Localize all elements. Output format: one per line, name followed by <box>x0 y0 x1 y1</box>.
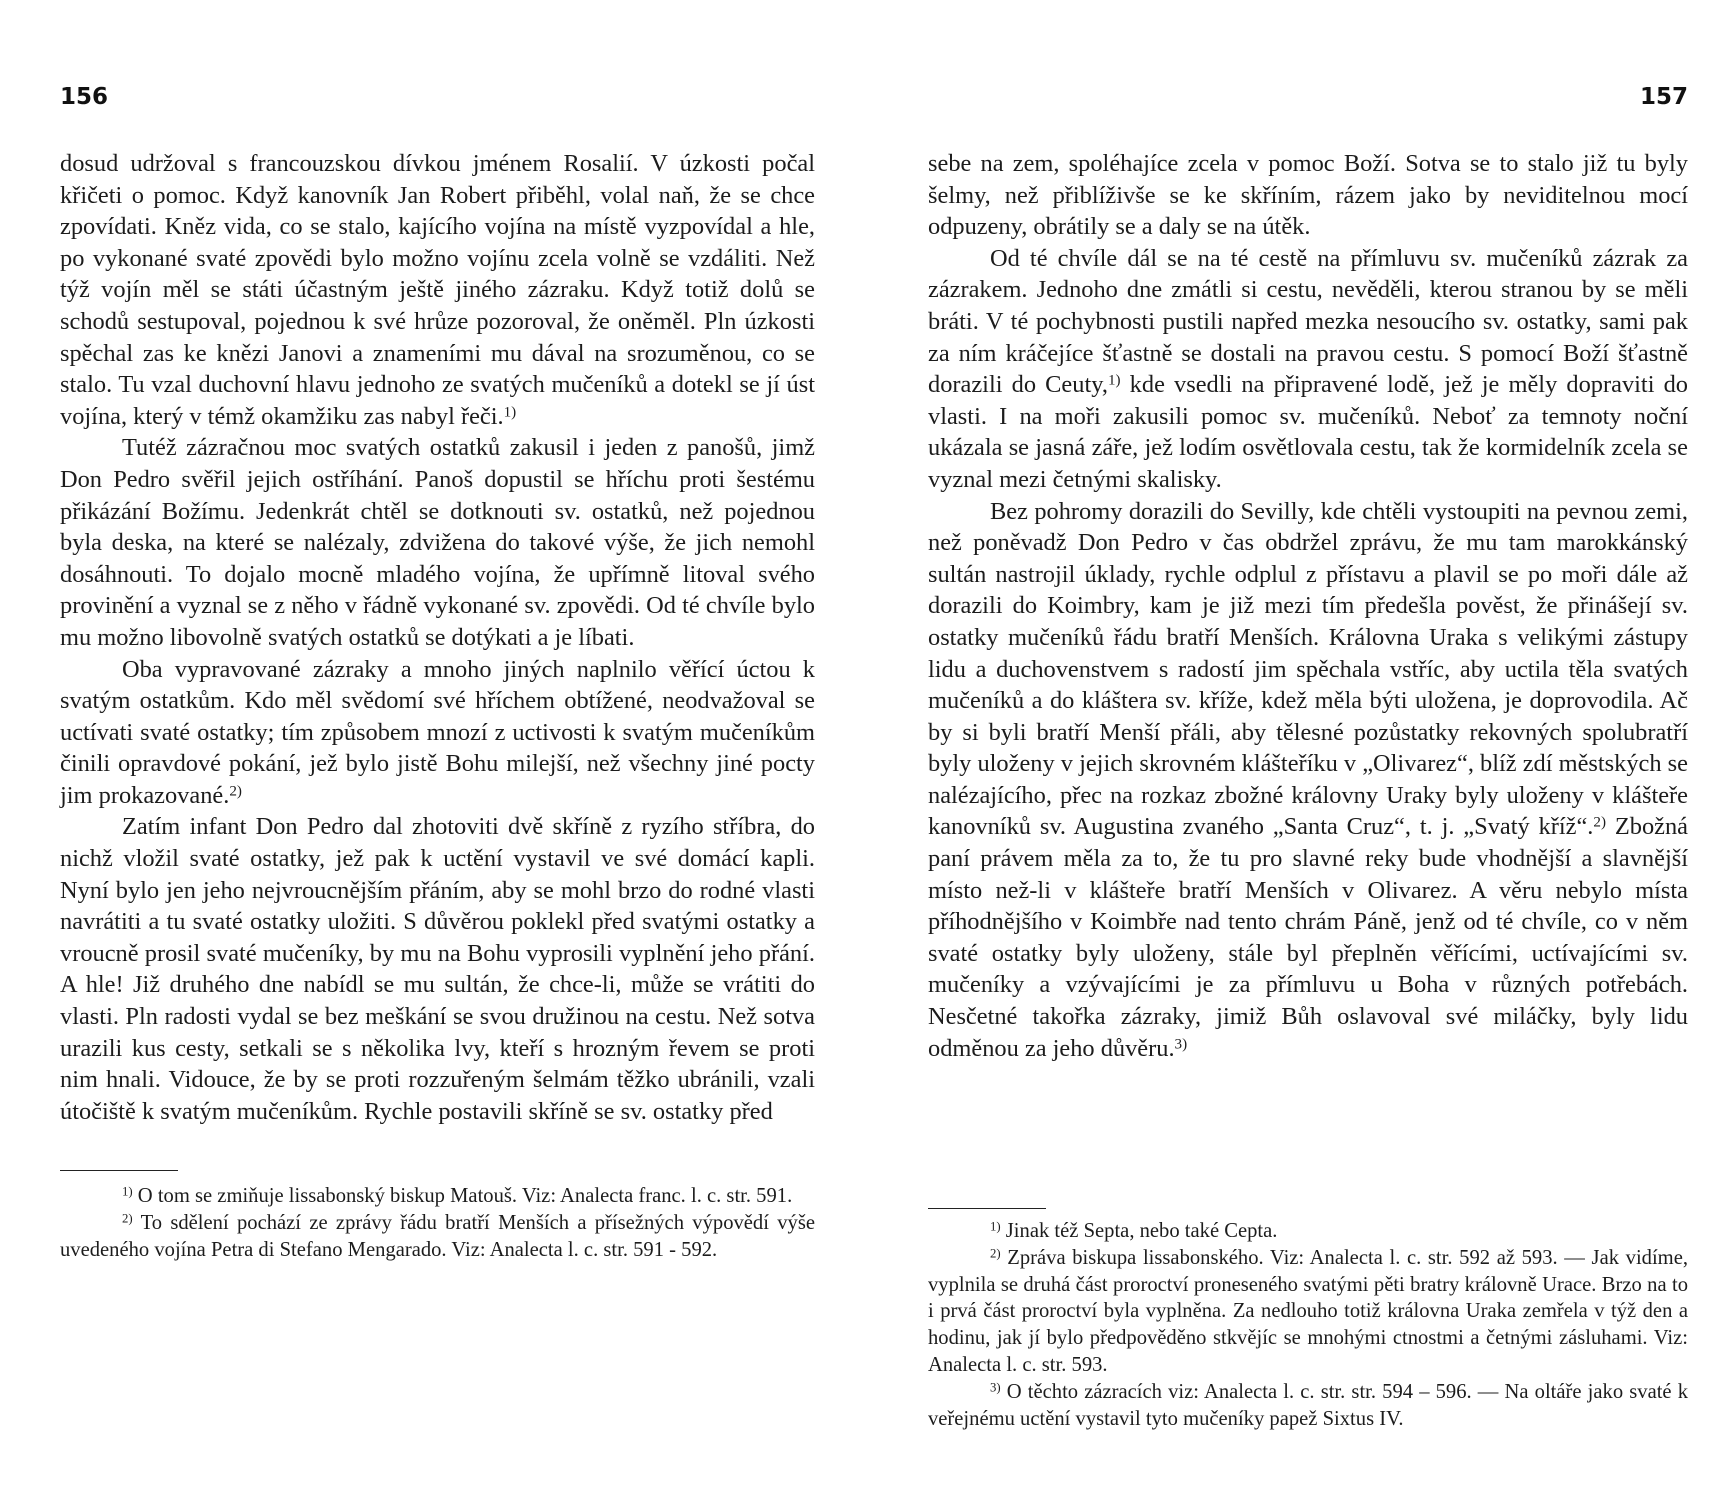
page-number-right: 157 <box>1639 84 1688 110</box>
paragraph: Zatím infant Don Pedro dal zhotoviti dvě skříně z ryzího stříbra, do nichž vložil svaté ostatky, jež pak k uctění vystavil ve své domácí kapli. Nyní bylo jen jeho nejvroucnějším přáním, aby se mohl brzo do rodné vlasti navrátiti a tu svaté ostatky uložiti. S důvěrou poklekl před svatými ostatky a vroucně prosil svaté mučeníky, by mu na Bohu vyprosili vyplnění jeho přání. A hle! Již druhého dne nabídl se mu sultán, že chce-li, může se vrátiti do vlasti. Pln radosti vydal se bez meškání se svou družinou na cestu. Než sotva urazili kus cesty, setkali se s několika lvy, kteří s hrozným řevem se proti nim hnali. Vidouce, že by se proti rozzuřeným šelmám těžko ubránili, vzali útočiště k svatým mučeníkům. Rychle postavili skříně se sv. ostatky před <box>60 813 815 1125</box>
footnote: $^{2)}$ To sdělení pochází ze zprávy řádu bratří Menších a přísežných výpovědí výše uvedeného vojína Petra di Stefano Mengarado. Viz: Analecta l. c. str. 591 - 592. <box>60 1211 816 1261</box>
paragraph: Bez pohromy dorazili do Sevilly, kde chtěli vystoupiti na pevnou zemi, než poněvadž Don Pedro v čas obdržel zprávu, že mu tam marokkánský sultán nastrojil úklady, rychle odplul z přístavu a plavil se po moři dále až dorazili do Koimbry, kam je již mezi tím předešla pověst, že přinášejí sv. ostatky mučeníků řádu bratří Menších. Královna Uraka s velikými zástupy lidu a duchovenstvem s radostí jim spěchala vstříc, aby uctila těla svatých mučeníků a do kláštera sv. kříže, kdež měla býti uložena, je doprovodila. Ač by si byli bratří Menší přáli, aby tělesné pozůstatky rekovných spolubratří byly uloženy v jejich skrovném klášteříku v „Olivarez“, blíž zdí městských se nalézajícího, přec na rozkaz zbožné královny Uraky byly uloženy v klášteře kanovníků sv. Augustina zvaného „Santa Cruz“, t. j. „Svatý kříž“.$^{2)}$ Zbožná paní právem měla za to, že tu pro slavné reky bude vhodnější a slavnější místo než-li v klášteře bratří Menších v Olivarez. A věru nebylo místa příhodnějšího v Koimbře nad tento chrám Páně, jenž od té chvíle, co v něm svaté ostatky byly uloženy, stále byl přeplněn věřícími, uctívajícími sv. mučeníky a vzývajícími je za přímluvu u Boha v různých potřebách. Nesčetné takořka zázraky, jimiž Bůh oslavoval své miláčky, byly lidu odměnou za jeho důvěru.$^{3)}$ <box>928 497 1688 1062</box>
paragraph: Tutéž zázračnou moc svatých ostatků zakusil i jeden z panošů, jimž Don Pedro svěřil jejich ostříhání. Panoš dopustil se hříchu proti šestému přikázání Božímu. Jedenkrát chtěl se dotknouti sv. ostatků, než pojednou byla deska, na které se nalézaly, zdvižena do takové výše, že jich nemohl dosáhnouti. To dojalo mocně mladého vojína, že upřímně litoval svého provinění a vyznal se z něho v řádně vykonané sv. zpovědi. Od té chvíle bylo mu možno libovolně svatých ostatků se dotýkati a je líbati. <box>60 434 815 651</box>
footnote-ref: 3) <box>1174 1036 1188 1053</box>
footnote-ref: 2) <box>229 783 242 800</box>
footnote-ref: 1) <box>1107 372 1121 389</box>
paragraph: sebe na zem, spoléhajíce zcela v pomoc Boží. Sotva se to stalo již tu byly šelmy, než přiblíživše se ke skříním, rázem jako by neviditelnou mocí odpuzeny, obrátily se a daly se na útěk. <box>928 150 1688 241</box>
right-body-text <box>928 148 1688 1064</box>
paragraph: Od té chvíle dál se na té cestě na přímluvu sv. mučeníků zázrak za zázrakem. Jednoho dne zmátli si cestu, nevěděli, kterou stranou by se měli bráti. V té pochybnosti pustili napřed mezka nesoucího sv. ostatky, sami pak za ním kráčejíce šťastně se dostali na pravou cestu. S pomocí Boží šťastně dorazili do Ceuty,$^{1)}$ kde vsedli na připravené lodě, jež je měly dopraviti do vlasti. I na moři zakusili pomoc sv. mučeníků. Neboť za temnoty noční ukázala se jasná záře, jež lodím osvětlovala cestu, tak že kormidelník zcela se vyznal mezi četnými skalisky. <box>928 244 1688 493</box>
footnote-divider <box>928 1208 1046 1209</box>
footnote-divider <box>60 1170 178 1171</box>
footnotes-left <box>60 1183 815 1263</box>
footnote: $^{1)}$ Jinak též Septa, nebo také Cepta. <box>990 1219 1278 1242</box>
footnote: $^{1)}$ O tom se zmiňuje lissabonský biskup Matouš. Viz: Analecta franc. l. c. str. 591. <box>122 1184 793 1207</box>
footnote: $^{3)}$ O těchto zázracích viz: Analecta l. c. str. str. 594 – 596. — Na oltáře jako svaté k veřejnému uctění vystavil tyto mučeníky papež Sixtus IV. <box>928 1380 1689 1430</box>
paragraph: Oba vypravované zázraky a mnoho jiných naplnilo věřící úctou k svatým ostatkům. Kdo měl svědomí své hříchem obtížené, neodvažoval se uctívati svaté ostatky; tím způsobem mnozí z uctivosti k svatým mučeníkům činili opravdové pokání, jež bylo jistě Bohu milejší, než všechny jiné pocty jim prokazované.$^{2)}$ <box>60 655 815 809</box>
left-body-text <box>60 148 815 1127</box>
footnote-ref: 1) <box>503 404 517 421</box>
footnotes-right <box>928 1218 1688 1432</box>
paragraph: dosud udržoval s francouzskou dívkou jménem Rosalií. V úzkosti počal křičeti o pomoc. Když kanovník Jan Robert přiběhl, volal naň, že se chce zpovídati. Kněz vida, co se stalo, kajícího vojína na místě vyzpovídal a hle, po vykonané svaté zpovědi bylo možno vojínu zcela volně se vzdáliti. Než týž vojín měl se státi účastným ještě jiného zázraku. Když totiž dolů se schodů sestupoval, pojednou k své hrůze pozoroval, že oněměl. Pln úzkosti spěchal zas ke knězi Janovi a znameními mu dával na srozuměnou, co se stalo. Tu vzal duchovní hlavu jednoho ze svatých mučeníků a dotekl se jí úst vojína, který v témž okamžiku zas nabyl řeči.$^{1)}$ <box>60 150 815 430</box>
footnote: $^{2)}$ Zpráva biskupa lissabonského. Viz: Analecta l. c. str. 592 až 593. — Jak vidíme, vyplnila se druhá část proroctví proneseného svatými pěti bratry královně Urace. Brzo na to i prvá část proroctví byla vyplněna. Za nedlouho totiž královna Uraka zemřela v týž den a hodinu, jak jí bylo předpověděno stkvějíc se mnohými ctnostmi a četnými zásluhami. Viz: Analecta l. c. str. 593. <box>928 1246 1688 1376</box>
footnote-ref: 2) <box>1593 814 1606 831</box>
page-number-left: 156 <box>60 84 109 110</box>
